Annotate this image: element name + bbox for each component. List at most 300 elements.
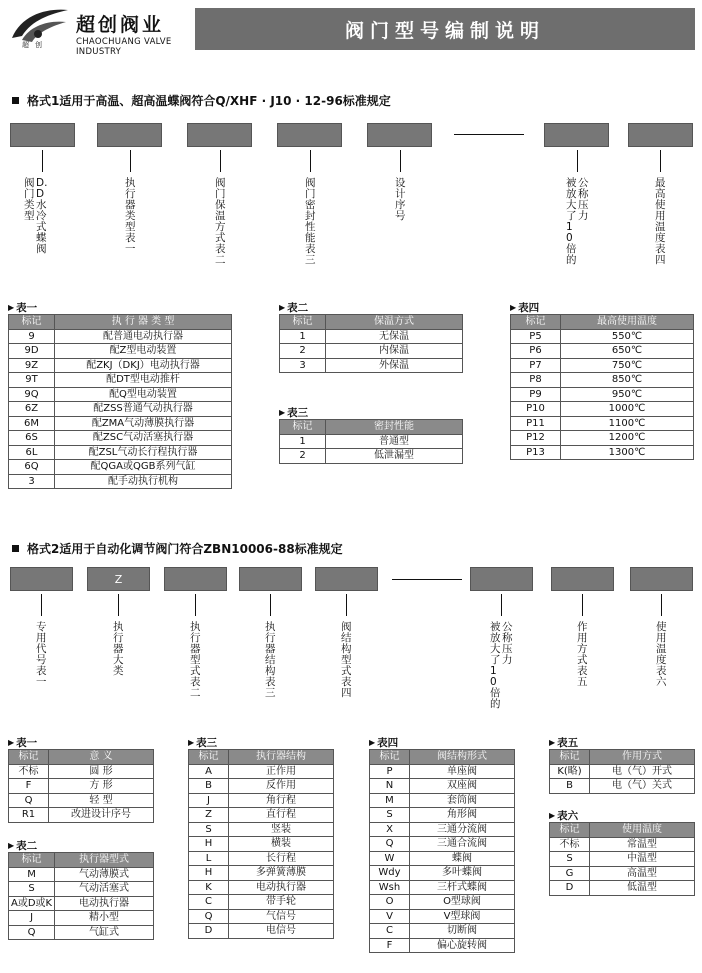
cell-code: P13 bbox=[511, 445, 561, 460]
table-row bbox=[370, 822, 515, 837]
table-row bbox=[189, 808, 334, 823]
table-row bbox=[9, 882, 154, 897]
cell-code: O bbox=[370, 895, 410, 910]
column-header-code: 标记 bbox=[370, 750, 410, 765]
label-butterfly-type: D.D水冷式蝶阀 bbox=[36, 177, 48, 255]
table-row bbox=[9, 896, 154, 911]
section2-title-text: 格式2适用于自动化调节阀门符合ZBN10006-88标准规定 bbox=[27, 542, 343, 556]
cell-desc: 950℃ bbox=[561, 387, 694, 402]
cell-code: 不标 bbox=[550, 837, 590, 852]
s1-table4-caption: ▶ 表四 bbox=[510, 302, 540, 314]
cell-code: Z bbox=[189, 808, 229, 823]
code-box-valve-type bbox=[10, 123, 75, 147]
table-header-row bbox=[9, 750, 154, 765]
column-header-desc: 使用温度 bbox=[590, 823, 695, 838]
table-row bbox=[550, 866, 695, 881]
table-row bbox=[280, 449, 463, 464]
cell-code: J bbox=[9, 911, 55, 926]
cell-code: K(略) bbox=[550, 764, 590, 779]
s1-table2 bbox=[279, 314, 463, 373]
column-header-code: 标记 bbox=[9, 315, 55, 330]
cell-desc: 圆 形 bbox=[49, 764, 154, 779]
label-seal: 阀门密封性能 表三 bbox=[305, 177, 316, 266]
cell-desc: O型球阀 bbox=[410, 895, 515, 910]
logo-small-text: 超创 bbox=[22, 41, 48, 49]
cell-code: P9 bbox=[511, 387, 561, 402]
section1-title-text: 格式1适用于高温、超高温蝶阀符合Q/XHF · J10 · 12-96标准规定 bbox=[27, 94, 391, 108]
label-actuator-form: 执行器型式 表二 bbox=[190, 621, 201, 699]
label-use-temp: 使用温度 表六 bbox=[656, 621, 667, 688]
table-header-row bbox=[370, 750, 515, 765]
cell-code: A bbox=[189, 764, 229, 779]
table-row bbox=[189, 895, 334, 910]
table-header-row bbox=[280, 315, 463, 330]
table-row bbox=[511, 431, 694, 446]
cell-code: B bbox=[550, 779, 590, 794]
caret-right-icon: ▶ bbox=[279, 303, 286, 312]
bullet-square-icon bbox=[12, 97, 19, 104]
table-row bbox=[370, 880, 515, 895]
table-row bbox=[189, 866, 334, 881]
cell-code: 不标 bbox=[9, 764, 49, 779]
cell-code: Q bbox=[370, 837, 410, 852]
label-nominal-pressure: 公称压力 bbox=[578, 177, 589, 222]
label-actuator-class: 执行器大类 bbox=[113, 621, 124, 677]
table-row bbox=[370, 938, 515, 953]
cell-code: S bbox=[9, 882, 55, 897]
cell-code: 6Q bbox=[9, 460, 55, 475]
table-row bbox=[9, 764, 154, 779]
label-action-mode: 作用方式 表五 bbox=[577, 621, 588, 688]
cell-code: N bbox=[370, 779, 410, 794]
pointer-line bbox=[577, 150, 578, 172]
table-row bbox=[189, 779, 334, 794]
cell-code: 1 bbox=[280, 329, 326, 344]
cell-desc: 配ZSL气动长行程执行器 bbox=[55, 445, 232, 460]
cell-code: S bbox=[550, 852, 590, 867]
cell-code: C bbox=[189, 895, 229, 910]
label-valve-type: 阀门类型 bbox=[24, 177, 35, 222]
section1-title bbox=[12, 92, 391, 109]
cell-code: X bbox=[370, 822, 410, 837]
table-row bbox=[550, 852, 695, 867]
table-row bbox=[9, 416, 232, 431]
cell-code: P8 bbox=[511, 373, 561, 388]
s2-table6 bbox=[549, 822, 695, 896]
pointer-line bbox=[195, 594, 196, 616]
cell-desc: 低泄漏型 bbox=[326, 449, 463, 464]
cell-desc: V型球阀 bbox=[410, 909, 515, 924]
column-header-desc: 保温方式 bbox=[326, 315, 463, 330]
cell-desc: 750℃ bbox=[561, 358, 694, 373]
cell-desc: 普通型 bbox=[326, 434, 463, 449]
cell-code: P6 bbox=[511, 344, 561, 359]
cell-code: 9Z bbox=[9, 358, 55, 373]
column-header-code: 标记 bbox=[511, 315, 561, 330]
label-valve-structure: 阀结构型式 表四 bbox=[341, 621, 352, 699]
cell-desc: 角行程 bbox=[229, 793, 334, 808]
column-header-code: 标记 bbox=[280, 420, 326, 435]
pointer-line bbox=[346, 594, 347, 616]
code-box-actuator bbox=[97, 123, 162, 147]
cell-desc: 配ZSC气动活塞执行器 bbox=[55, 431, 232, 446]
pointer-line bbox=[660, 150, 661, 172]
table-row bbox=[9, 387, 232, 402]
table-row bbox=[189, 793, 334, 808]
code-box-actuator-class: Z bbox=[87, 567, 150, 591]
code-box-special bbox=[10, 567, 73, 591]
label-design-no: 设计序号 bbox=[395, 177, 406, 222]
table-row bbox=[511, 329, 694, 344]
cell-code: Q bbox=[9, 925, 55, 940]
cell-desc: 1100℃ bbox=[561, 416, 694, 431]
company-logo bbox=[8, 4, 186, 57]
s2-table4 bbox=[369, 749, 515, 953]
table-row bbox=[9, 329, 232, 344]
brand-name: 超创阀业 bbox=[76, 14, 165, 36]
cell-desc: 内保温 bbox=[326, 344, 463, 359]
cell-code: 9D bbox=[9, 344, 55, 359]
table-row bbox=[9, 808, 154, 823]
caret-right-icon: ▶ bbox=[510, 303, 517, 312]
cell-code: 2 bbox=[280, 344, 326, 359]
column-header-desc: 最高使用温度 bbox=[561, 315, 694, 330]
code-box-action bbox=[551, 567, 614, 591]
cell-code: M bbox=[9, 867, 55, 882]
cell-code: D bbox=[189, 924, 229, 939]
cell-code: S bbox=[370, 808, 410, 823]
table-row bbox=[9, 867, 154, 882]
cell-desc: 配普通电动执行器 bbox=[55, 329, 232, 344]
column-header-code: 标记 bbox=[9, 853, 55, 868]
caret-right-icon: ▶ bbox=[8, 841, 15, 850]
table-row bbox=[550, 881, 695, 896]
column-header-code: 标记 bbox=[9, 750, 49, 765]
cell-desc: 气信号 bbox=[229, 909, 334, 924]
cell-desc: 角形阀 bbox=[410, 808, 515, 823]
s1-table1-caption: ▶ 表一 bbox=[8, 302, 38, 314]
cell-desc: 配ZKJ（DKJ）电动执行器 bbox=[55, 358, 232, 373]
pointer-line bbox=[310, 150, 311, 172]
table-row bbox=[370, 866, 515, 881]
cell-code: Q bbox=[189, 909, 229, 924]
cell-code: 3 bbox=[280, 358, 326, 373]
cell-desc: 低温型 bbox=[590, 881, 695, 896]
pointer-line bbox=[118, 594, 119, 616]
s2-table6-caption: ▶ 表六 bbox=[549, 810, 579, 822]
cell-code: P7 bbox=[511, 358, 561, 373]
cell-desc: 配手动执行机构 bbox=[55, 474, 232, 489]
cell-desc: 1200℃ bbox=[561, 431, 694, 446]
cell-desc: 配QGA或QGB系列气缸 bbox=[55, 460, 232, 475]
cell-desc: 配Z型电动装置 bbox=[55, 344, 232, 359]
code-box-pressure bbox=[544, 123, 609, 147]
cell-code: H bbox=[189, 837, 229, 852]
cell-desc: 外保温 bbox=[326, 358, 463, 373]
cell-code: F bbox=[9, 779, 49, 794]
pointer-line bbox=[41, 594, 42, 616]
table-row bbox=[370, 895, 515, 910]
pointer-line bbox=[501, 594, 502, 616]
cell-code: S bbox=[189, 822, 229, 837]
code-box-temp bbox=[630, 567, 693, 591]
code-box-max-temp bbox=[628, 123, 693, 147]
table-row bbox=[550, 779, 695, 794]
s1-table1 bbox=[8, 314, 232, 489]
pointer-line bbox=[220, 150, 221, 172]
cell-desc: 1300℃ bbox=[561, 445, 694, 460]
cell-desc: 长行程 bbox=[229, 851, 334, 866]
cell-code: R1 bbox=[9, 808, 49, 823]
code-box-pressure bbox=[470, 567, 533, 591]
column-header-desc: 密封性能 bbox=[326, 420, 463, 435]
cell-desc: 无保温 bbox=[326, 329, 463, 344]
cell-desc: 单座阀 bbox=[410, 764, 515, 779]
separator-dash bbox=[392, 579, 462, 580]
cell-desc: 套筒阀 bbox=[410, 793, 515, 808]
cell-desc: 改进设计序号 bbox=[49, 808, 154, 823]
cell-desc: 电动执行器 bbox=[55, 896, 154, 911]
table-row bbox=[550, 837, 695, 852]
table-row bbox=[511, 358, 694, 373]
caret-right-icon: ▶ bbox=[8, 738, 15, 747]
cell-code: Q bbox=[9, 793, 49, 808]
pointer-line bbox=[130, 150, 131, 172]
s2-table2 bbox=[8, 852, 154, 940]
cell-desc: 550℃ bbox=[561, 329, 694, 344]
code-box-actuator-form bbox=[164, 567, 227, 591]
cell-code: G bbox=[550, 866, 590, 881]
table-row bbox=[189, 851, 334, 866]
cell-desc: 蝶阀 bbox=[410, 851, 515, 866]
table-row bbox=[189, 924, 334, 939]
cell-code: L bbox=[189, 851, 229, 866]
cell-desc: 精小型 bbox=[55, 911, 154, 926]
cell-desc: 三通合流阀 bbox=[410, 837, 515, 852]
table-row bbox=[9, 344, 232, 359]
s2-table5-caption: ▶ 表五 bbox=[549, 737, 579, 749]
table-row bbox=[550, 764, 695, 779]
label-amplified-10x: 被放大了10倍的 bbox=[490, 621, 501, 710]
table-header-row bbox=[9, 853, 154, 868]
cell-desc: 电信号 bbox=[229, 924, 334, 939]
table-row bbox=[370, 764, 515, 779]
cell-desc: 三通分流阀 bbox=[410, 822, 515, 837]
table-row bbox=[511, 373, 694, 388]
cell-desc: 双座阀 bbox=[410, 779, 515, 794]
cell-code: J bbox=[189, 793, 229, 808]
table-row bbox=[511, 416, 694, 431]
table-row bbox=[9, 911, 154, 926]
code-box-insulation bbox=[187, 123, 252, 147]
cell-code: 9T bbox=[9, 373, 55, 388]
cell-desc: 竖装 bbox=[229, 822, 334, 837]
cell-desc: 配DT型电动推杆 bbox=[55, 373, 232, 388]
table-header-row bbox=[189, 750, 334, 765]
column-header-code: 标记 bbox=[189, 750, 229, 765]
cell-desc: 直行程 bbox=[229, 808, 334, 823]
cell-desc: 650℃ bbox=[561, 344, 694, 359]
table-row bbox=[280, 329, 463, 344]
cell-code: D bbox=[550, 881, 590, 896]
cell-code: 1 bbox=[280, 434, 326, 449]
label-nominal-pressure: 公称压力 bbox=[502, 621, 513, 666]
brand-english-name: CHAOCHUANG VALVE INDUSTRY bbox=[76, 37, 172, 57]
cell-code: C bbox=[370, 924, 410, 939]
column-header-code: 标记 bbox=[550, 823, 590, 838]
cell-desc: 多叶蝶阀 bbox=[410, 866, 515, 881]
cell-desc: 轻 型 bbox=[49, 793, 154, 808]
table-row bbox=[280, 358, 463, 373]
column-header-desc: 执行器型式 bbox=[55, 853, 154, 868]
table-row bbox=[511, 402, 694, 417]
column-header-desc: 阀结构形式 bbox=[410, 750, 515, 765]
table-row bbox=[9, 431, 232, 446]
cell-desc: 带手轮 bbox=[229, 895, 334, 910]
pointer-line bbox=[42, 150, 43, 172]
caret-right-icon: ▶ bbox=[369, 738, 376, 747]
cell-desc: 气动活塞式 bbox=[55, 882, 154, 897]
table-row bbox=[370, 924, 515, 939]
cell-desc: 三杆式蝶阀 bbox=[410, 880, 515, 895]
cell-desc: 1000℃ bbox=[561, 402, 694, 417]
s2-table1 bbox=[8, 749, 154, 823]
s1-table3-caption: ▶ 表三 bbox=[279, 407, 309, 419]
s1-table4 bbox=[510, 314, 694, 460]
table-row bbox=[9, 460, 232, 475]
cell-code: 9 bbox=[9, 329, 55, 344]
s2-table5 bbox=[549, 749, 695, 794]
cell-code: P11 bbox=[511, 416, 561, 431]
code-box-valve-structure bbox=[315, 567, 378, 591]
table-header-row bbox=[511, 315, 694, 330]
table-header-row bbox=[550, 750, 695, 765]
table-row bbox=[9, 474, 232, 489]
cell-desc: 气动薄膜式 bbox=[55, 867, 154, 882]
cell-desc: 高温型 bbox=[590, 866, 695, 881]
pointer-line bbox=[661, 594, 662, 616]
table-row bbox=[370, 837, 515, 852]
cell-code: K bbox=[189, 880, 229, 895]
table-row bbox=[370, 779, 515, 794]
table-row bbox=[189, 822, 334, 837]
cell-code: P bbox=[370, 764, 410, 779]
caret-right-icon: ▶ bbox=[188, 738, 195, 747]
column-header-code: 标记 bbox=[280, 315, 326, 330]
pointer-line bbox=[400, 150, 401, 172]
column-header-code: 标记 bbox=[550, 750, 590, 765]
table-row bbox=[511, 344, 694, 359]
cell-code: 3 bbox=[9, 474, 55, 489]
cell-desc: 配Q型电动装置 bbox=[55, 387, 232, 402]
cell-desc: 电（气）开式 bbox=[590, 764, 695, 779]
table-row bbox=[370, 808, 515, 823]
table-row bbox=[370, 793, 515, 808]
cell-desc: 切断阀 bbox=[410, 924, 515, 939]
table-row bbox=[511, 445, 694, 460]
table-row bbox=[189, 837, 334, 852]
label-max-temp: 最高使用温度 表四 bbox=[655, 177, 666, 266]
cell-desc: 850℃ bbox=[561, 373, 694, 388]
code-box-actuator-structure bbox=[239, 567, 302, 591]
table-row bbox=[9, 779, 154, 794]
cell-desc: 方 形 bbox=[49, 779, 154, 794]
label-special-code: 专用代号 表一 bbox=[36, 621, 47, 688]
separator-dash bbox=[454, 134, 524, 135]
s2-table1-caption: ▶ 表一 bbox=[8, 737, 38, 749]
cell-code: 6L bbox=[9, 445, 55, 460]
table-row bbox=[189, 880, 334, 895]
cell-desc: 配ZMA气动薄膜执行器 bbox=[55, 416, 232, 431]
column-header-desc: 执行器结构 bbox=[229, 750, 334, 765]
caret-right-icon: ▶ bbox=[549, 738, 556, 747]
cell-code: 6S bbox=[9, 431, 55, 446]
label-actuator-type: 执行器类型 表一 bbox=[125, 177, 136, 255]
s1-table2-caption: ▶ 表二 bbox=[279, 302, 309, 314]
cell-desc: 电（气）关式 bbox=[590, 779, 695, 794]
table-header-row bbox=[280, 420, 463, 435]
cell-desc: 配ZSS普通气动执行器 bbox=[55, 402, 232, 417]
table-row bbox=[9, 445, 232, 460]
cell-code: M bbox=[370, 793, 410, 808]
pointer-line bbox=[270, 594, 271, 616]
column-header-desc: 执 行 器 类 型 bbox=[55, 315, 232, 330]
cell-desc: 常温型 bbox=[590, 837, 695, 852]
table-row bbox=[9, 925, 154, 940]
table-row bbox=[9, 793, 154, 808]
cell-code: Wdy bbox=[370, 866, 410, 881]
cell-desc: 偏心旋转阀 bbox=[410, 938, 515, 953]
cell-code: P12 bbox=[511, 431, 561, 446]
cell-code: 9Q bbox=[9, 387, 55, 402]
s2-table4-caption: ▶ 表四 bbox=[369, 737, 399, 749]
table-row bbox=[189, 764, 334, 779]
cell-code: B bbox=[189, 779, 229, 794]
table-row bbox=[9, 358, 232, 373]
pointer-line bbox=[582, 594, 583, 616]
s2-table3-caption: ▶ 表三 bbox=[188, 737, 218, 749]
table-row bbox=[370, 909, 515, 924]
cell-code: P10 bbox=[511, 402, 561, 417]
s1-table3 bbox=[279, 419, 463, 464]
column-header-desc: 意 义 bbox=[49, 750, 154, 765]
cell-code: P5 bbox=[511, 329, 561, 344]
cell-desc: 多弹簧薄膜 bbox=[229, 866, 334, 881]
label-insulation: 阀门保温方式 表二 bbox=[215, 177, 226, 266]
cell-desc: 中温型 bbox=[590, 852, 695, 867]
table-row bbox=[280, 434, 463, 449]
table-row bbox=[511, 387, 694, 402]
cell-code: 6Z bbox=[9, 402, 55, 417]
table-row bbox=[9, 402, 232, 417]
cell-code: 2 bbox=[280, 449, 326, 464]
table-row bbox=[370, 851, 515, 866]
cell-code: F bbox=[370, 938, 410, 953]
label-amplified-10x: 被放大了10倍的 bbox=[566, 177, 577, 266]
cell-desc: 反作用 bbox=[229, 779, 334, 794]
code-box-seal bbox=[277, 123, 342, 147]
table-header-row bbox=[9, 315, 232, 330]
code-box-design-no bbox=[367, 123, 432, 147]
cell-code: H bbox=[189, 866, 229, 881]
cell-code: W bbox=[370, 851, 410, 866]
page-title: 阀门型号编制说明 bbox=[195, 8, 695, 50]
cell-code: A或D或K bbox=[9, 896, 55, 911]
caret-right-icon: ▶ bbox=[549, 811, 556, 820]
caret-right-icon: ▶ bbox=[279, 408, 286, 417]
cell-code: Wsh bbox=[370, 880, 410, 895]
label-actuator-structure: 执行器结构 表三 bbox=[265, 621, 276, 699]
